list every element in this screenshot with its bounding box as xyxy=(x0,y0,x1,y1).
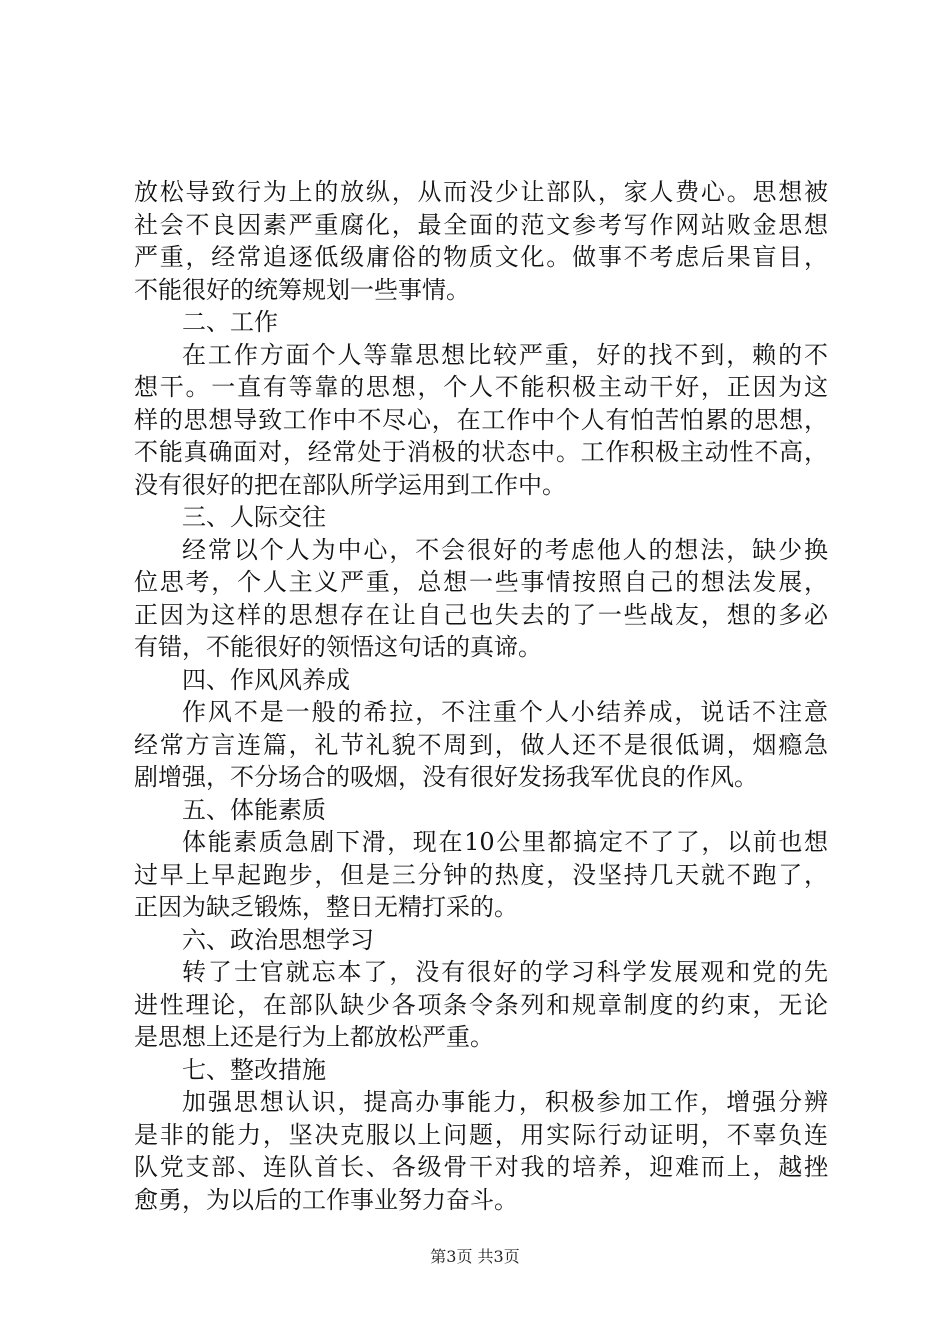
section-heading: 五、体能素质 xyxy=(182,795,326,824)
paragraph-line: 正因为缺乏锻炼，整日无精打采的。 xyxy=(134,893,518,921)
page-number-footer: 第3页 共3页 xyxy=(430,1247,520,1266)
paragraph-line: 放松导致行为上的放纵，从而没少让部队，家人费心。思想被 xyxy=(134,178,828,206)
paragraph-line: 没有很好的把在部队所学运用到工作中。 xyxy=(134,470,566,499)
paragraph-line: 有错，不能很好的领悟这句话的真谛。 xyxy=(134,633,542,661)
paragraph-line: 作风不是一般的希拉，不注重个人小结养成，说话不注意 xyxy=(182,698,828,726)
section-heading: 二、工作 xyxy=(182,308,278,336)
paragraph-line: 剧增强，不分场合的吸烟，没有很好发扬我军优良的作风。 xyxy=(134,763,758,791)
document-body xyxy=(134,176,828,1216)
paragraph-line: 转了士官就忘本了，没有很好的学习科学发展观和党的先 xyxy=(182,958,828,986)
paragraph-line: 进性理论，在部队缺少各项条令条列和规章制度的约束，无论 xyxy=(134,990,828,1019)
paragraph-line: 社会不良因素严重腐化，最全面的范文参考写作网站败金思想 xyxy=(134,210,828,239)
section-heading: 四、作风风养成 xyxy=(182,665,350,694)
paragraph-line: 样的思想导致工作中不尽心，在工作中个人有怕苦怕累的思想， xyxy=(134,405,828,434)
paragraph-line: 是思想上还是行为上都放松严重。 xyxy=(134,1023,494,1051)
paragraph-line: 在工作方面个人等靠思想比较严重，好的找不到，赖的不 xyxy=(182,340,828,369)
paragraph-line: 想干。一直有等靠的思想，个人不能积极主动干好，正因为这 xyxy=(134,373,828,401)
paragraph-line: 经常方言连篇，礼节礼貌不周到，做人还不是很低调，烟瘾急 xyxy=(134,730,828,759)
paragraph-line: 位思考，个人主义严重，总想一些事情按照自己的想法发展， xyxy=(134,568,828,596)
paragraph-line: 加强思想认识，提高办事能力，积极参加工作，增强分辨 xyxy=(182,1088,828,1116)
section-heading: 三、人际交往 xyxy=(182,503,326,531)
paragraph-line: 队党支部、连队首长、各级骨干对我的培养，迎难而上，越挫 xyxy=(134,1153,828,1181)
paragraph-line: 不能真确面对，经常处于消极的状态中。工作积极主动性不高， xyxy=(134,438,828,466)
paragraph-line: 不能很好的统筹规划一些事情。 xyxy=(134,275,470,304)
paragraph-line: 经常以个人为中心，不会很好的考虑他人的想法，缺少换 xyxy=(182,535,828,564)
paragraph-line: 体能素质急剧下滑，现在10公里都搞定不了了，以前也想 xyxy=(182,828,828,856)
paragraph-line: 过早上早起跑步，但是三分钟的热度，没坚持几天就不跑了， xyxy=(134,860,828,889)
section-heading: 七、整改措施 xyxy=(182,1055,326,1084)
paragraph-line: 严重，经常追逐低级庸俗的物质文化。做事不考虑后果盲目， xyxy=(134,243,828,271)
paragraph-line: 正因为这样的思想存在让自己也失去的了一些战友，想的多必 xyxy=(134,600,828,629)
section-heading: 六、政治思想学习 xyxy=(182,925,374,954)
paragraph-line: 是非的能力，坚决克服以上问题，用实际行动证明，不辜负连 xyxy=(134,1120,828,1149)
paragraph-line: 愈勇，为以后的工作事业努力奋斗。 xyxy=(134,1185,518,1214)
